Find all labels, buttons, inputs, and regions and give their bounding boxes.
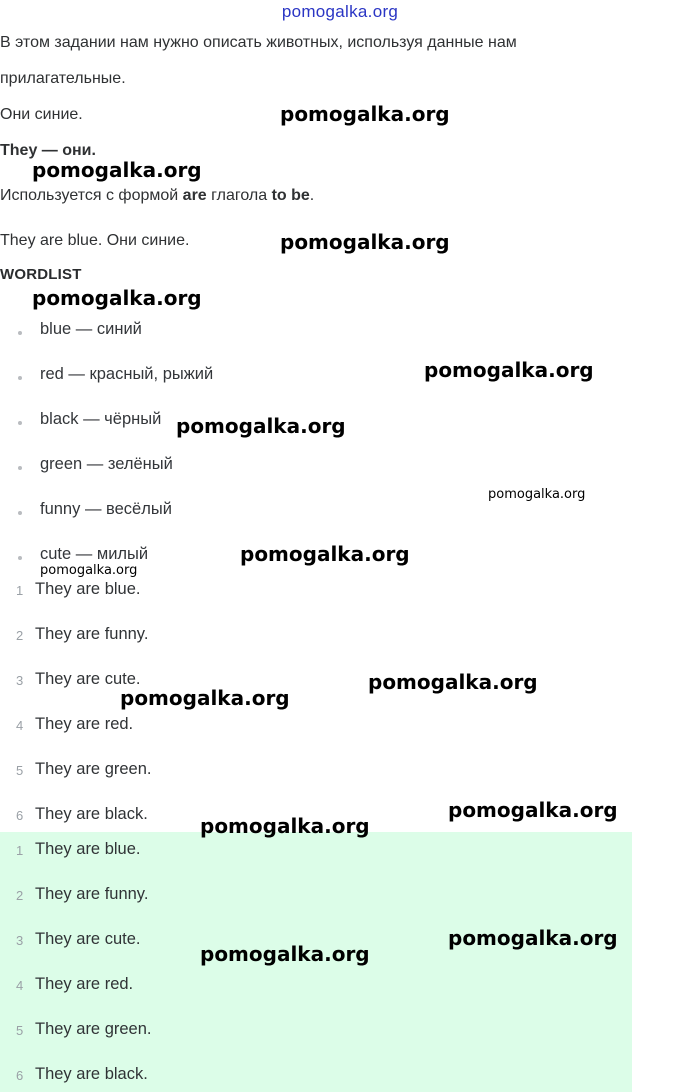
answer-sentence: They are cute.: [35, 930, 141, 948]
watermark: pomogalka.org: [448, 926, 618, 950]
exercise-sentence: They are green.: [35, 760, 152, 778]
bullet-icon: [18, 421, 22, 425]
answer-sentence: They are blue.: [35, 840, 141, 858]
answer-number: 1: [16, 843, 24, 858]
header-watermark: pomogalka.org: [281, 2, 399, 21]
wordlist-item: cute — милый: [40, 545, 149, 563]
exercise-sentence: They are funny.: [35, 625, 149, 643]
usage-note: [0, 187, 314, 205]
answer-number: 5: [16, 1023, 24, 1038]
watermark: pomogalka.org: [448, 798, 618, 822]
answer-number: 4: [16, 978, 24, 993]
exercise-number: 5: [16, 763, 24, 778]
bullet-icon: [18, 466, 22, 470]
usage-mid: глагола: [206, 187, 272, 204]
wordlist-title: WORDLIST: [0, 266, 82, 283]
watermark: pomogalka.org: [424, 358, 594, 382]
bullet-icon: [18, 331, 22, 335]
answer-number: 3: [16, 933, 24, 948]
answer-sentence: They are black.: [35, 1065, 148, 1083]
watermark: pomogalka.org: [200, 814, 370, 838]
bullet-icon: [18, 511, 22, 515]
watermark: pomogalka.org: [32, 286, 202, 310]
wordlist-item: funny — весёлый: [40, 500, 172, 518]
exercise-number: 3: [16, 673, 24, 688]
bullet-icon: [18, 376, 22, 380]
they-en: They: [0, 142, 38, 159]
usage-pre: Используется с формой: [0, 187, 183, 204]
they-ru: они: [62, 142, 92, 159]
answer-number: 2: [16, 888, 24, 903]
wordlist-item: green — зелёный: [40, 455, 173, 473]
watermark: pomogalka.org: [280, 102, 450, 126]
exercise-number: 1: [16, 583, 24, 598]
they-dash: —: [37, 142, 63, 159]
watermark: pomogalka.org: [40, 563, 138, 578]
watermark: pomogalka.org: [280, 230, 450, 254]
watermark: pomogalka.org: [32, 158, 202, 182]
example-full: They are blue. Они синие.: [0, 232, 190, 249]
watermark: pomogalka.org: [200, 942, 370, 966]
intro-line-1: В этом задании нам нужно описать животных, используя данные нам: [0, 34, 517, 51]
intro-example-ru: Они синие.: [0, 106, 83, 123]
exercise-number: 6: [16, 808, 24, 823]
they-dot: .: [91, 142, 96, 159]
exercise-number: 4: [16, 718, 24, 733]
exercise-sentence: They are blue.: [35, 580, 141, 598]
answer-number: 6: [16, 1068, 24, 1083]
exercise-sentence: They are black.: [35, 805, 148, 823]
watermark: pomogalka.org: [240, 542, 410, 566]
watermark: pomogalka.org: [176, 414, 346, 438]
wordlist-item: black — чёрный: [40, 410, 162, 428]
exercise-sentence: They are red.: [35, 715, 134, 733]
answer-sentence: They are red.: [35, 975, 134, 993]
exercise-number: 2: [16, 628, 24, 643]
wordlist-item: red — красный, рыжий: [40, 365, 214, 383]
watermark: pomogalka.org: [488, 487, 586, 502]
wordlist-item: blue — синий: [40, 320, 142, 338]
usage-dot: .: [309, 187, 315, 204]
answer-sentence: They are funny.: [35, 885, 149, 903]
bullet-icon: [18, 556, 22, 560]
usage-are: are: [182, 187, 207, 204]
usage-tobe: to be: [271, 187, 310, 204]
watermark: pomogalka.org: [120, 686, 290, 710]
intro-line-2: прилагательные.: [0, 70, 126, 87]
watermark: pomogalka.org: [368, 670, 538, 694]
answer-sentence: They are green.: [35, 1020, 152, 1038]
exercise-sentence: They are cute.: [35, 670, 141, 688]
